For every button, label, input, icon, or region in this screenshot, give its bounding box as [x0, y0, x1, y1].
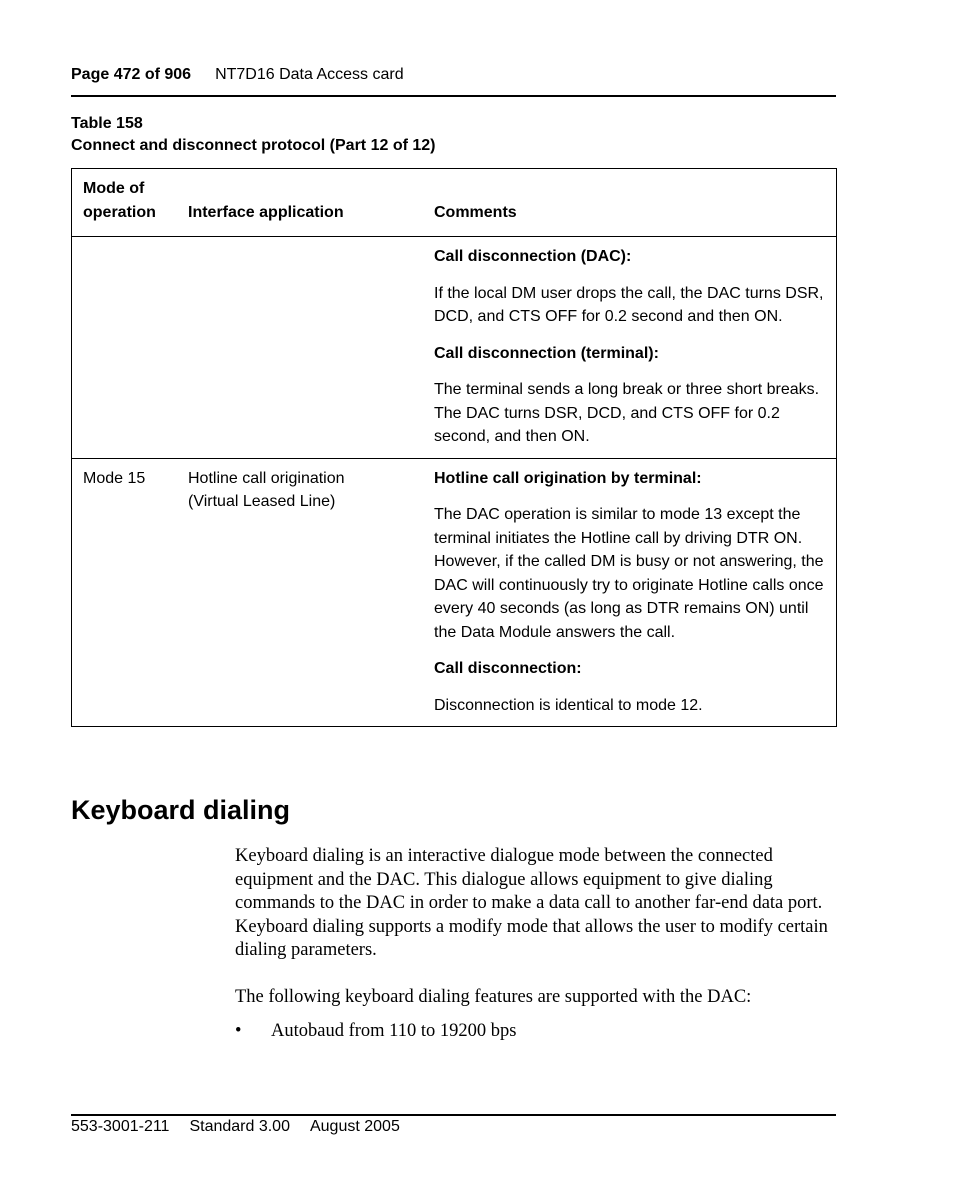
comments-cell	[423, 458, 837, 727]
comment-heading: Call disconnection (terminal):	[434, 344, 659, 362]
footer-date: August 2005	[309, 1118, 400, 1135]
interface-cell: Hotline call origination (Virtual Leased Line)	[188, 469, 345, 510]
document-title: NT7D16 Data Access card	[215, 66, 404, 83]
column-header-comments: Comments	[434, 203, 517, 221]
page-header	[71, 66, 836, 84]
footer-rule	[71, 1114, 836, 1116]
list-item	[235, 1020, 836, 1044]
column-header-mode: Mode of operation	[83, 180, 156, 221]
mode-cell: Mode 15	[83, 469, 146, 487]
comment-heading: Hotline call origination by terminal:	[434, 469, 702, 487]
paragraph: Keyboard dialing is an interactive dialogue mode between the connected equipment and the DAC. This dialogue allows equipment to give dialing commands to the DAC in order to make a data call to another far-end data port. Keyboard dialing supports a modify mode that allows the user to modify certain dialing parameters.	[235, 846, 828, 960]
section-body	[235, 845, 836, 1044]
table-header-row	[72, 169, 837, 237]
paragraph: The following keyboard dialing features are supported with the DAC:	[235, 986, 752, 1007]
mode-cell	[72, 237, 178, 459]
comment-heading: Call disconnection (DAC):	[434, 248, 632, 265]
comment-text: The terminal sends a long break or three short breaks. The DAC turns DSR, DCD, and CTS OFF for 0.2 second, and then ON.	[434, 381, 820, 445]
table-number: Table 158	[71, 115, 143, 132]
comment-heading: Call disconnection:	[434, 660, 582, 677]
comment-text: Disconnection is identical to mode 12.	[434, 696, 703, 714]
comment-text: If the local DM user drops the call, the DAC turns DSR, DCD, and CTS OFF for 0.2 second and then ON.	[434, 284, 824, 325]
page-footer	[71, 1118, 400, 1136]
footer-standard: Standard 3.00	[189, 1118, 290, 1135]
section-title: Keyboard dialing	[71, 795, 291, 825]
page-number: Page 472 of 906	[71, 66, 192, 83]
column-header-interface: Interface application	[188, 203, 344, 221]
footer-doc-number: 553-3001-211	[71, 1118, 170, 1135]
table-caption	[71, 113, 436, 157]
list-item-text: Autobaud from 110 to 19200 bps	[271, 1021, 517, 1041]
table-row	[72, 458, 837, 727]
interface-cell	[177, 237, 423, 459]
table-title: Connect and disconnect protocol (Part 12 of 12)	[71, 137, 436, 154]
bullet-icon: •	[235, 1021, 242, 1041]
comment-text: The DAC operation is similar to mode 13 except the terminal initiates the Hotline call by driving DTR ON. However, if the called DM is busy or not answering, the DAC will continuously try to originate Hotline calls once every 40 seconds (as long as DTR remains ON) until the Data Module answers the call.	[434, 506, 824, 641]
table-row	[72, 237, 837, 459]
header-rule	[71, 95, 836, 97]
comments-cell	[423, 237, 837, 459]
protocol-table	[71, 168, 837, 727]
